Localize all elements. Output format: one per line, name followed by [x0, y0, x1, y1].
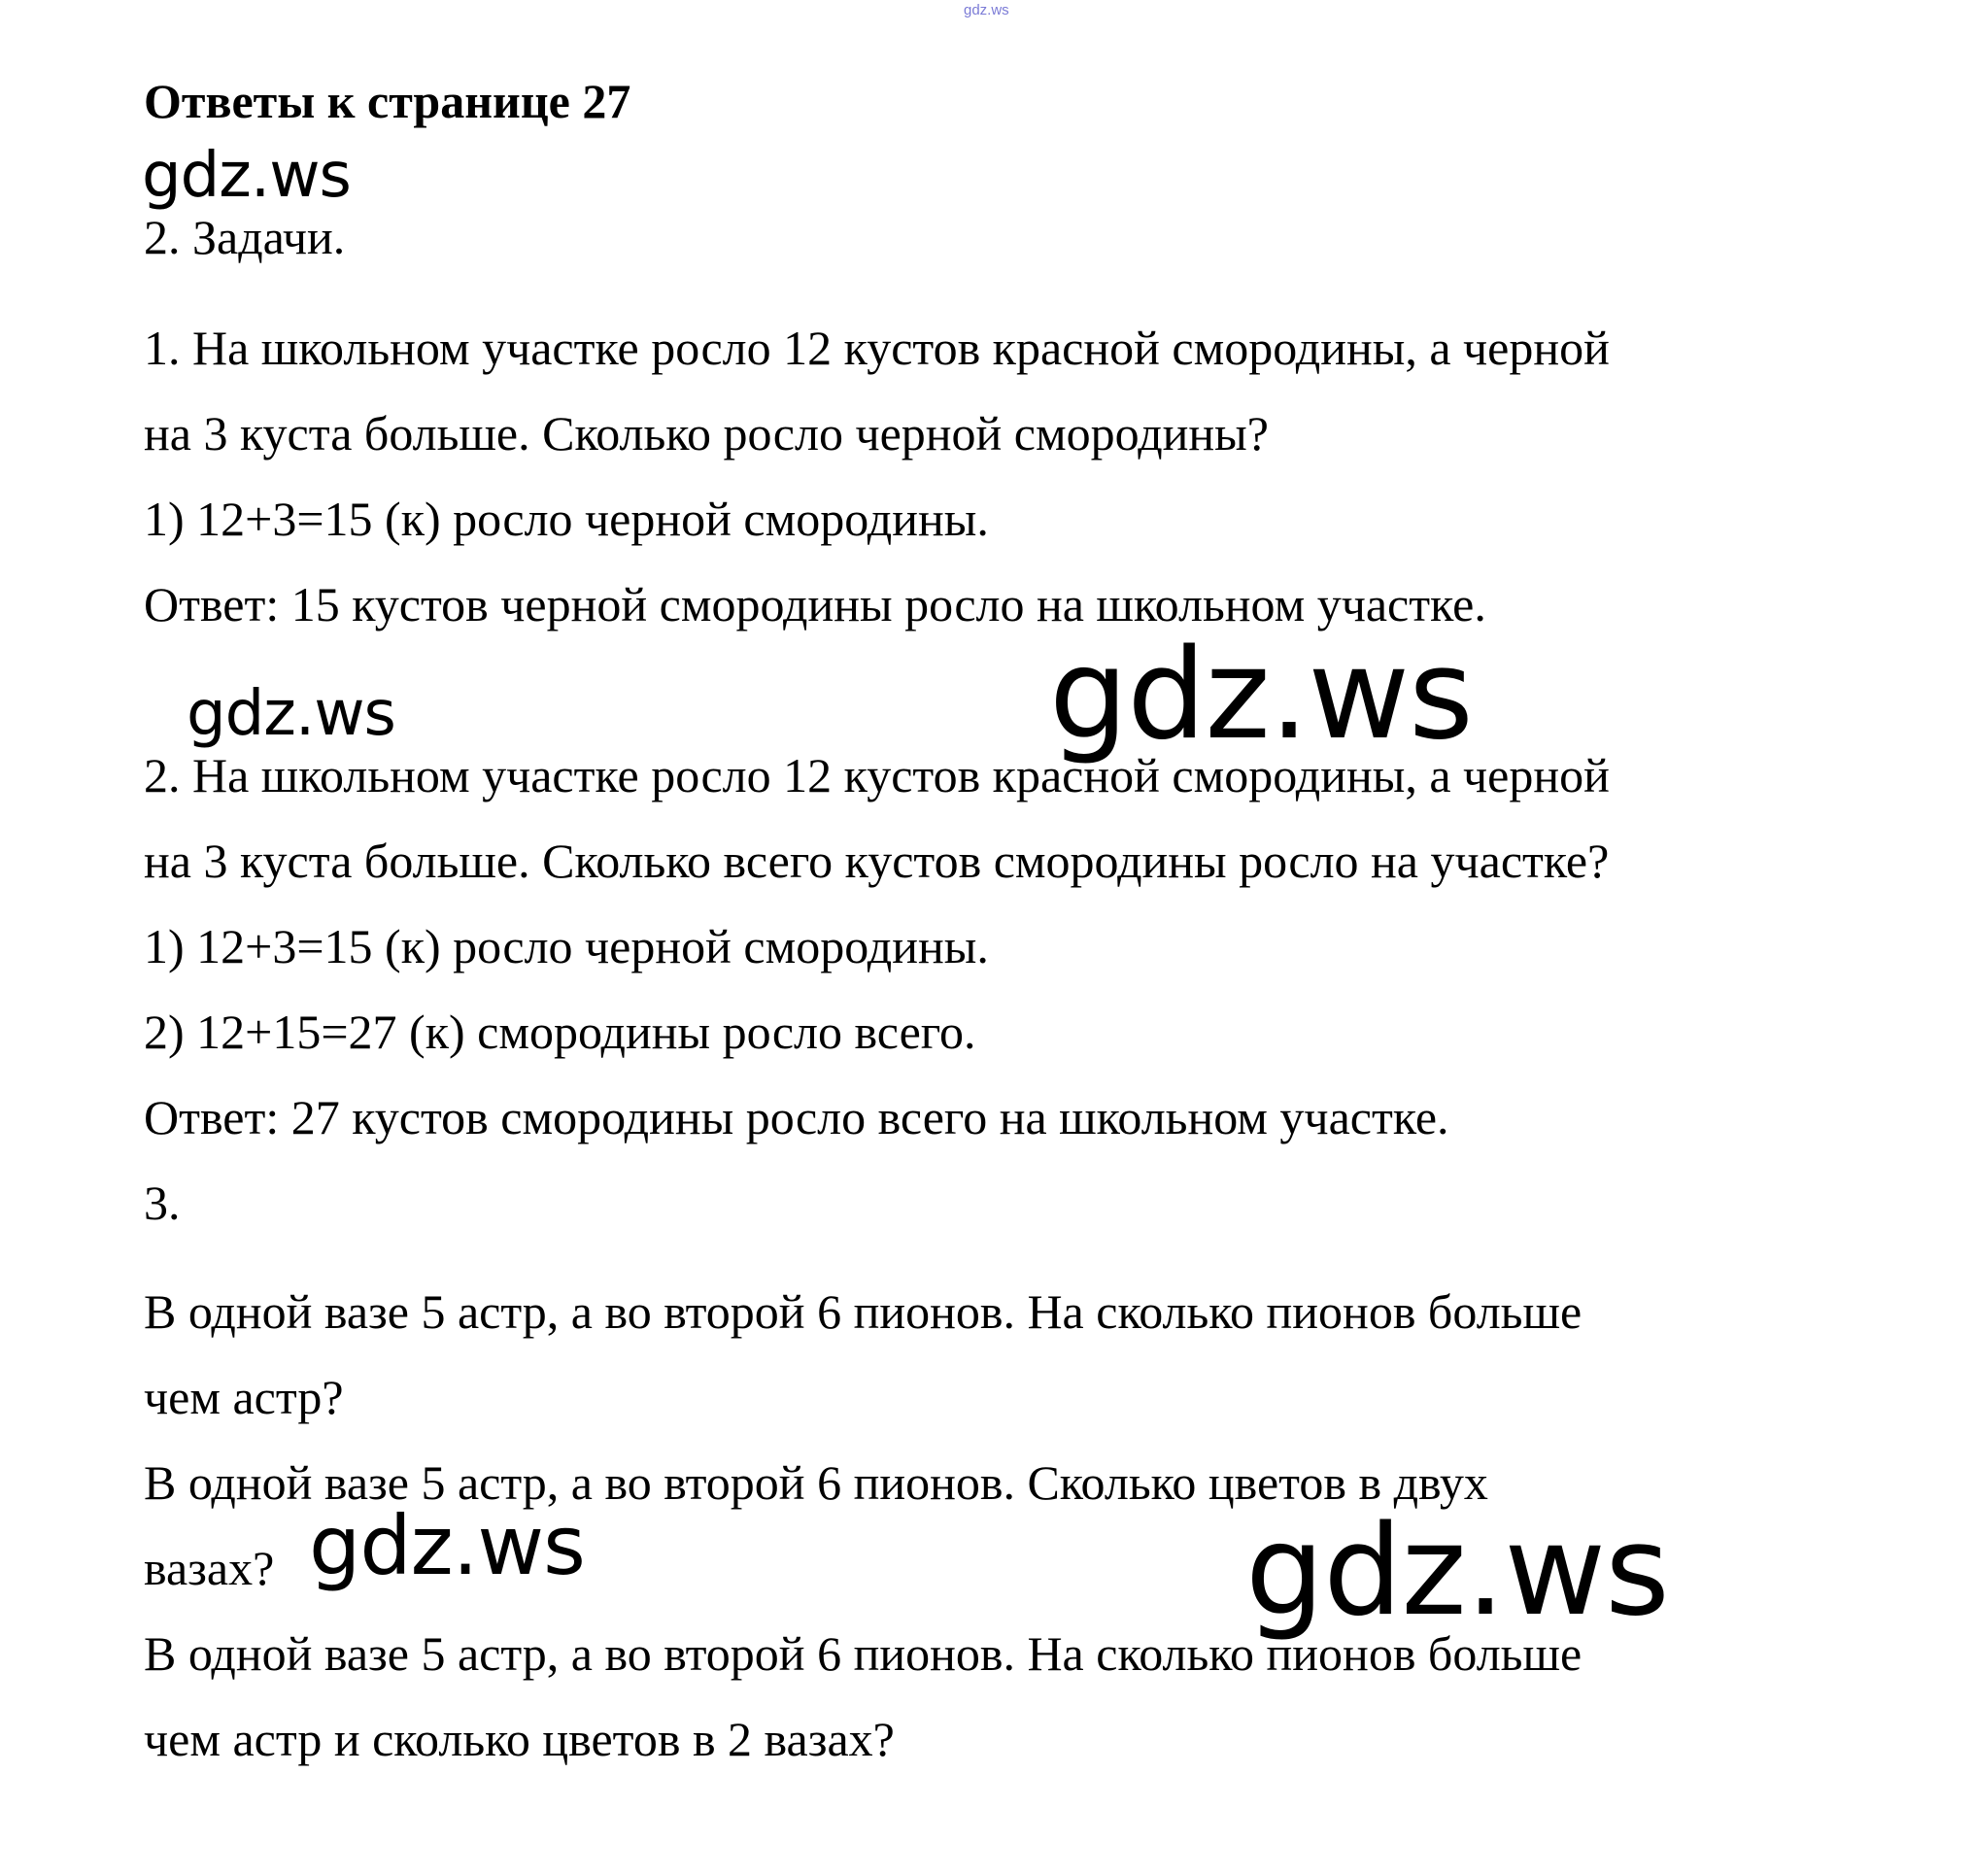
watermark-logo: gdz.ws: [309, 1498, 585, 1593]
section-title: 2. Задачи.: [144, 210, 346, 264]
task2-step2: 2) 12+15=27 (к) смородины росло всего.: [144, 1005, 976, 1059]
task1-line2: на 3 куста больше. Сколько росло черной смородины?: [144, 406, 1269, 460]
page-heading: Ответы к странице 27: [144, 74, 631, 128]
task2-step1: 1) 12+3=15 (к) росло черной смородины.: [144, 919, 989, 973]
task2-answer: Ответ: 27 кустов смородины росло всего на школьном участке.: [144, 1090, 1449, 1144]
task2-line2: на 3 куста больше. Сколько всего кустов смородины росло на участке?: [144, 834, 1610, 888]
top-watermark: gdz.ws: [964, 2, 1009, 18]
watermark-logo: gdz.ws: [1245, 1499, 1669, 1644]
task1-answer: Ответ: 15 кустов черной смородины росло на школьном участке.: [144, 577, 1486, 631]
watermark-logo: gdz.ws: [142, 140, 351, 212]
section3-number: 3.: [144, 1176, 181, 1230]
section3-p2-line2: вазах?: [144, 1541, 275, 1595]
task2-line1: 2. На школьном участке росло 12 кустов красной смородины, а черной: [144, 748, 1610, 802]
watermark-logo: gdz.ws: [1049, 623, 1473, 767]
section3-p2-line1: В одной вазе 5 астр, а во второй 6 пионов. Сколько цветов в двух: [144, 1455, 1488, 1510]
section3-p3-line1: В одной вазе 5 астр, а во второй 6 пионов. На сколько пионов больше: [144, 1626, 1583, 1681]
task1-step1: 1) 12+3=15 (к) росло черной смородины.: [144, 492, 989, 546]
task1-line1: 1. На школьном участке росло 12 кустов красной смородины, а черной: [144, 321, 1610, 375]
section3-p1-line2: чем астр?: [144, 1370, 344, 1424]
section3-p1-line1: В одной вазе 5 астр, а во второй 6 пионов. На сколько пионов больше: [144, 1284, 1583, 1339]
watermark-logo: gdz.ws: [187, 678, 395, 750]
section3-p3-line2: чем астр и сколько цветов в 2 вазах?: [144, 1712, 895, 1766]
